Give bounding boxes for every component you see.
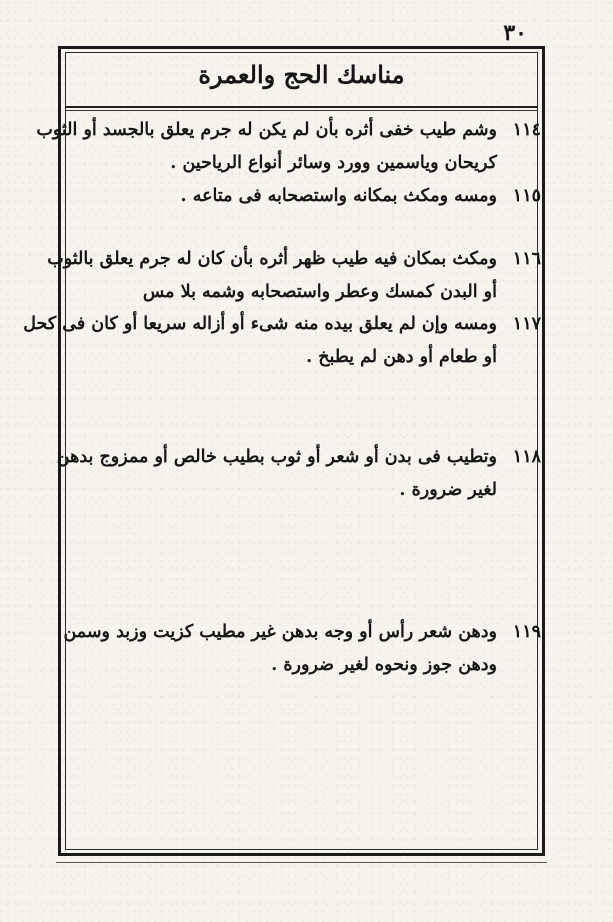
header-divider bbox=[65, 106, 538, 108]
entry-text-line: ودهن جوز ونحوه لغير ضرورة . bbox=[271, 655, 497, 675]
entry-number: ١١٨ bbox=[512, 447, 541, 467]
entry-text-line: وتطيب فى بدن أو شعر أو ثوب بطيب خالص أو ممزوج بدهن bbox=[56, 447, 497, 467]
entry-number: ١١٧ bbox=[512, 314, 541, 334]
entry-119 bbox=[63, 616, 541, 682]
entry-114 bbox=[36, 114, 541, 180]
entry-text-line: أو البدن كمسك وعطر واستصحابه وشمه بلا مس bbox=[142, 282, 497, 302]
entry-118 bbox=[56, 441, 541, 507]
entry-text-line: ومسه ومكث بمكانه واستصحابه فى متاعه . bbox=[180, 186, 497, 206]
entry-number: ١١٤ bbox=[512, 120, 541, 140]
entry-number: ١١٥ bbox=[512, 186, 541, 206]
page-bottom-rule bbox=[56, 862, 547, 863]
entry-text-line: وشم طيب خفى أثره بأن لم يكن له جرم يعلق بالجسد أو الثوب bbox=[36, 120, 497, 140]
entry-116 bbox=[47, 243, 541, 309]
page-number: ٣٠ bbox=[503, 20, 527, 46]
entry-115 bbox=[71, 180, 541, 213]
entry-117 bbox=[23, 308, 541, 374]
running-header-title: مناسك الحج والعمرة bbox=[198, 60, 405, 89]
entry-number: ١١٩ bbox=[512, 622, 541, 642]
entry-text-line: ومكث بمكان فيه طيب ظهر أثره بأن كان له جرم يعلق بالثوب bbox=[47, 249, 497, 269]
entry-text-line: أو طعام أو دهن لم يطبخ . bbox=[306, 347, 497, 367]
header-divider-thin bbox=[65, 110, 538, 111]
entry-number: ١١٦ bbox=[512, 249, 541, 269]
entry-text-line: ودهن شعر رأس أو وجه بدهن غير مطيب كزيت وزبد وسمن bbox=[63, 622, 497, 642]
entry-text-line: كريحان وياسمين وورد وسائر أنواع الرياحين . bbox=[170, 153, 497, 173]
entry-text-line: لغير ضرورة . bbox=[399, 480, 497, 500]
entry-text-line: ومسه وإن لم يعلق بيده منه شىء أو أزاله سريعا أو كان فى كحل bbox=[23, 314, 497, 334]
